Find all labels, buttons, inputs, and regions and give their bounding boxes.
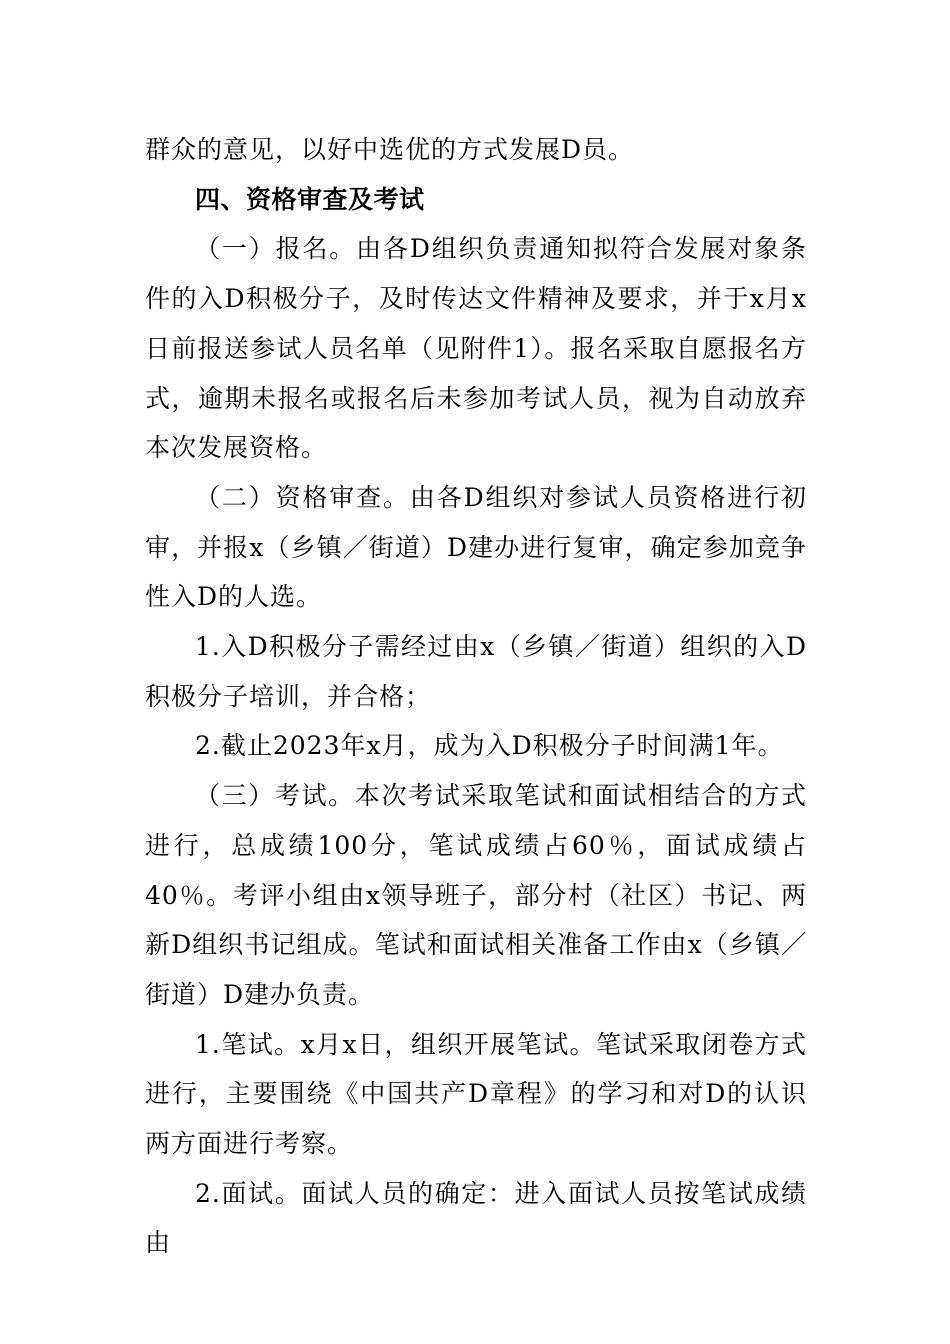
list-item-duration: 2.截止2023年x月，成为入D积极分子时间满1年。 xyxy=(195,731,784,761)
paragraph-exam: （三）考试。本次考试采取笔试和面试相结合的方式进行，总成绩100分，笔试成绩占60％，面试成绩占40％。考评小组由x领导班子，部分村（社区）书记、两新D组织书记组成。笔试和面试相关准备工作由x（乡镇／街道）D建办负责。 xyxy=(145,781,807,1009)
paragraph-qualification-review: （二）资格审查。由各D组织对参试人员资格进行初审，并报x（乡镇／街道）D建办进行复审，确定参加竞争性入D的人选。 xyxy=(145,482,807,612)
paragraph-continuation: 群众的意见，以好中选优的方式发展D员。 xyxy=(145,135,635,164)
document-body xyxy=(145,125,807,1268)
section-heading: 四、资格审查及考试 xyxy=(195,184,425,214)
paragraph-registration: （一）报名。由各D组织负责通知拟符合发展对象条件的入D积极分子，及时传达文件精神及要求，并于x月x日前报送参试人员名单（见附件1）。报名采取自愿报名方式，逾期未报名或报名后未参加考试人员，视为自动放弃本次发展资格。 xyxy=(145,234,807,463)
list-item-interview: 2.面试。面试人员的确定：进入面试人员按笔试成绩由 xyxy=(145,1178,807,1258)
list-item-training: 1.入D积极分子需经过由x（乡镇／街道）组织的入D积极分子培训，并合格； xyxy=(145,632,807,711)
list-item-written-test: 1.笔试。x月x日，组织开展笔试。笔试采取闭卷方式进行，主要围绕《中国共产D章程》的学习和对D的认识两方面进行考察。 xyxy=(145,1029,807,1159)
